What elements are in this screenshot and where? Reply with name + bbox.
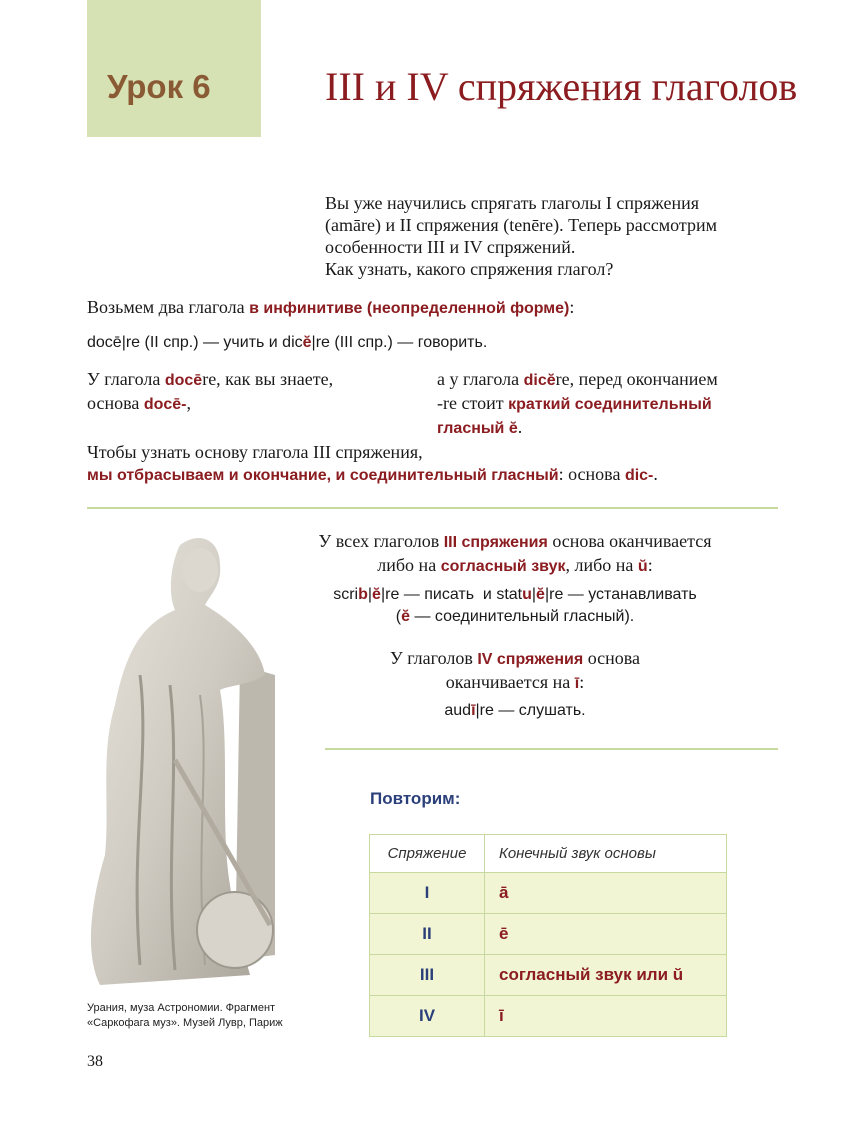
- rule-text: :: [647, 555, 653, 575]
- left-text: re, как вы знаете,: [202, 369, 334, 389]
- rule-text: либо на: [377, 555, 441, 575]
- conjugation-cell: I: [370, 873, 485, 914]
- verb-examples: [87, 333, 487, 353]
- third-examples: [290, 584, 740, 628]
- stem-sound-cell: согласный звук или ŭ: [485, 955, 727, 996]
- review-heading: Повторим:: [370, 789, 461, 808]
- page-title: III и IV спряжения глаголов: [325, 64, 798, 109]
- table-row: [370, 955, 727, 996]
- third-conjugation-rule: [290, 530, 740, 578]
- table-row: [370, 873, 727, 914]
- rule-text: , либо на: [565, 555, 638, 575]
- intro-line: особенности III и IV спряжений.: [325, 237, 576, 257]
- note-text: (: [395, 608, 402, 625]
- stem-rule: [87, 441, 807, 487]
- example-vowel: ĕ: [536, 586, 545, 603]
- example-text: |re — слушать.: [475, 702, 586, 719]
- stem-sound-cell: ā: [485, 873, 727, 914]
- note-text: — соединительный гласный).: [410, 608, 635, 625]
- rule-highlight: ī: [574, 675, 580, 692]
- intro-line: Вы уже научились спрягать глаголы I спряжения: [325, 193, 699, 213]
- example-stem: u: [522, 586, 532, 603]
- infinitive-colon: :: [569, 297, 575, 317]
- conjugation-table: [369, 834, 727, 1037]
- infinitive-text: Возьмем два глагола: [87, 297, 250, 317]
- left-highlight: docē-: [143, 396, 187, 413]
- right-highlight: dicĕ: [523, 372, 556, 389]
- example-stem: ī: [471, 702, 476, 719]
- right-highlight: краткий соединительный: [508, 396, 712, 413]
- rule-text: У глаголов: [389, 648, 478, 668]
- conjugation-cell: IV: [370, 996, 485, 1037]
- column-header: Спряжение: [370, 835, 485, 873]
- column-header: Конечный звук основы: [485, 835, 727, 873]
- left-text: ,: [186, 393, 191, 413]
- right-text: а у глагола: [437, 369, 524, 389]
- example-text: |re — писать и stat: [380, 586, 523, 603]
- rule-text: :: [579, 672, 585, 692]
- rule-highlight: ŭ: [637, 558, 648, 575]
- stem-sound-cell: ē: [485, 914, 727, 955]
- divider: [87, 507, 778, 509]
- left-text: У глагола: [87, 369, 165, 389]
- rule-highlight: IV спряжения: [477, 651, 584, 668]
- rule-text: У всех глаголов: [318, 531, 444, 551]
- example-vowel: ĕ: [302, 334, 312, 351]
- rule-text: оканчивается на: [445, 672, 575, 692]
- fourth-conjugation-rule: [290, 647, 740, 695]
- rule-text: основа оканчивается: [547, 531, 712, 551]
- divider: [325, 748, 778, 750]
- intro-line: Как узнать, какого спряжения глагол?: [325, 259, 614, 279]
- intro-paragraph: [325, 192, 795, 280]
- left-highlight: docē: [164, 372, 203, 389]
- conjugation-cell: II: [370, 914, 485, 955]
- right-column: [437, 368, 797, 440]
- table-header-row: [370, 835, 727, 873]
- stem-rule-line: Чтобы узнать основу глагола III спряжения,: [87, 442, 423, 462]
- right-text: -re стоит: [437, 393, 509, 413]
- conjugation-cell: III: [370, 955, 485, 996]
- intro-line: (amāre) и II спряжения (tenēre). Теперь рассмотрим: [325, 215, 718, 235]
- stem-sound-cell: ī: [485, 996, 727, 1037]
- example-text: docē|re (II спр.) — учить и dic: [87, 334, 303, 351]
- right-text: re, перед окончанием: [555, 369, 718, 389]
- example-stem: b: [358, 586, 368, 603]
- statue-image: [70, 525, 310, 995]
- rule-text: основа: [583, 648, 641, 668]
- example-text: aud: [444, 702, 472, 719]
- figure-caption: [87, 1001, 283, 1031]
- example-text: |re — устанавливать: [544, 586, 697, 603]
- table-row: [370, 996, 727, 1037]
- fourth-example: [290, 702, 740, 720]
- stem-rule-highlight: мы отбрасываем и окончание, и соединительный гласный: [87, 467, 559, 484]
- example-text: |re (III спр.) — говорить.: [311, 334, 488, 351]
- infinitive-line: [87, 296, 574, 320]
- caption-line: Урания, муза Астрономии. Фрагмент: [87, 1002, 276, 1014]
- example-vowel: ĕ: [372, 586, 381, 603]
- example-text: |: [367, 586, 373, 603]
- left-text: основа: [87, 393, 144, 413]
- stem-rule-text: : основа: [558, 464, 625, 484]
- rule-highlight: III спряжения: [443, 534, 548, 551]
- rule-highlight: согласный звук: [440, 558, 566, 575]
- stem-example: dic-: [624, 467, 654, 484]
- caption-line: «Саркофага муз». Музей Лувр, Париж: [87, 1017, 283, 1029]
- table-row: [370, 914, 727, 955]
- note-vowel: ĕ: [401, 608, 410, 625]
- stem-rule-text: .: [653, 464, 658, 484]
- left-column: [87, 368, 417, 416]
- infinitive-highlight: в инфинитиве (неопределенной форме): [249, 300, 570, 317]
- lesson-label: Урок 6: [107, 68, 211, 105]
- example-text: |: [531, 586, 537, 603]
- right-highlight: гласный ĕ: [437, 420, 518, 437]
- right-text: .: [517, 417, 523, 437]
- example-text: scri: [333, 586, 359, 603]
- page-number: 38: [87, 1053, 103, 1070]
